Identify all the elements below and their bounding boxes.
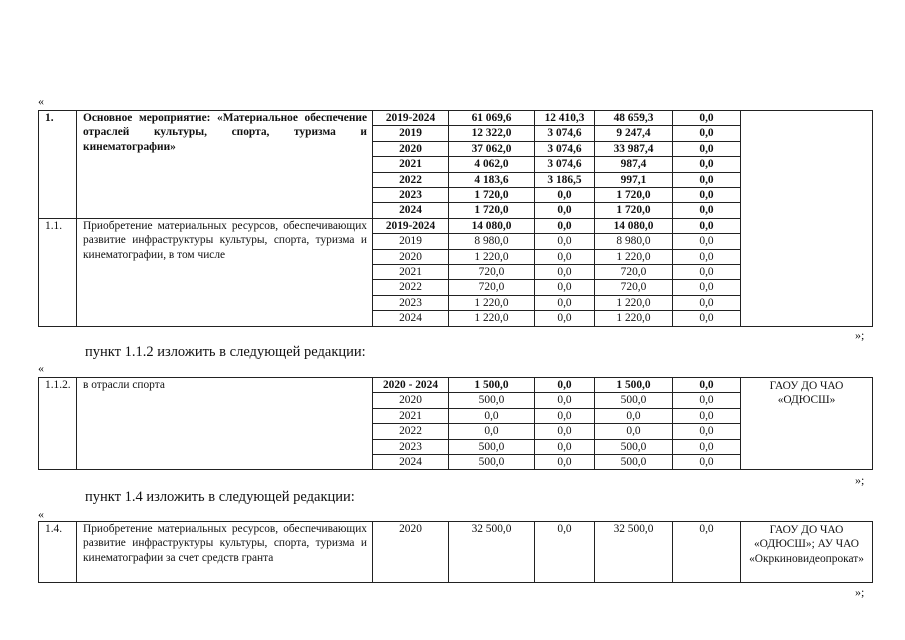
- other-cell: 0,0: [673, 234, 741, 249]
- regional-cell: 1 720,0: [595, 203, 673, 218]
- other-cell: 0,0: [673, 188, 741, 203]
- federal-cell: 0,0: [535, 424, 595, 439]
- other-cell: 0,0: [673, 265, 741, 280]
- regional-cell: 33 987,4: [595, 141, 673, 156]
- regional-cell: 997,1: [595, 172, 673, 187]
- federal-cell: 0,0: [535, 393, 595, 408]
- regional-cell: 48 659,3: [595, 111, 673, 126]
- year-cell: 2024: [373, 311, 449, 326]
- federal-cell: 0,0: [535, 249, 595, 264]
- federal-cell: 0,0: [535, 295, 595, 310]
- federal-cell: 3 074,6: [535, 141, 595, 156]
- total-cell: 720,0: [449, 265, 535, 280]
- total-cell: 1 220,0: [449, 311, 535, 326]
- regional-cell: 1 500,0: [595, 378, 673, 393]
- item-number: 1.: [39, 111, 77, 219]
- federal-cell: 3 074,6: [535, 126, 595, 141]
- close-quote-2: »;: [855, 473, 865, 487]
- table-main-activity: [38, 110, 873, 327]
- other-cell: 0,0: [673, 141, 741, 156]
- regional-cell: 14 080,0: [595, 218, 673, 233]
- responsible-cell: ГАОУ ДО ЧАО «ОДЮСШ»; АУ ЧАО «Окркиновидеопрокат»: [741, 522, 873, 583]
- table-row: [39, 111, 873, 126]
- total-cell: 4 062,0: [449, 157, 535, 172]
- total-cell: 12 322,0: [449, 126, 535, 141]
- total-cell: 61 069,6: [449, 111, 535, 126]
- other-cell: 0,0: [673, 203, 741, 218]
- federal-cell: 0,0: [535, 203, 595, 218]
- item-number: 1.1.: [39, 218, 77, 326]
- other-cell: 0,0: [673, 455, 741, 470]
- total-cell: 37 062,0: [449, 141, 535, 156]
- total-cell: 32 500,0: [449, 522, 535, 583]
- other-cell: 0,0: [673, 111, 741, 126]
- regional-cell: 720,0: [595, 280, 673, 295]
- total-cell: 720,0: [449, 280, 535, 295]
- other-cell: 0,0: [673, 218, 741, 233]
- year-cell: 2020: [373, 522, 449, 583]
- federal-cell: 0,0: [535, 408, 595, 423]
- regional-cell: 8 980,0: [595, 234, 673, 249]
- table-row: [39, 378, 873, 393]
- regional-cell: 32 500,0: [595, 522, 673, 583]
- year-cell: 2023: [373, 295, 449, 310]
- item-description: Основное мероприятие: «Материальное обеспечение отраслей культуры, спорта, туризма и кинематографии»: [77, 111, 373, 219]
- federal-cell: 0,0: [535, 522, 595, 583]
- other-cell: 0,0: [673, 393, 741, 408]
- federal-cell: 3 074,6: [535, 157, 595, 172]
- federal-cell: 0,0: [535, 188, 595, 203]
- regional-cell: 500,0: [595, 439, 673, 454]
- year-cell: 2023: [373, 439, 449, 454]
- total-cell: 4 183,6: [449, 172, 535, 187]
- federal-cell: 3 186,5: [535, 172, 595, 187]
- table-sport: [38, 377, 873, 470]
- close-quote-3: »;: [855, 585, 865, 599]
- other-cell: 0,0: [673, 280, 741, 295]
- regional-cell: 1 220,0: [595, 249, 673, 264]
- item-number: 1.4.: [39, 522, 77, 583]
- year-cell: 2020: [373, 393, 449, 408]
- item-number: 1.1.2.: [39, 378, 77, 470]
- open-quote-1: «: [38, 94, 44, 108]
- total-cell: 500,0: [449, 393, 535, 408]
- other-cell: 0,0: [673, 408, 741, 423]
- regional-cell: 0,0: [595, 424, 673, 439]
- total-cell: 0,0: [449, 424, 535, 439]
- year-cell: 2022: [373, 280, 449, 295]
- item-description: Приобретение материальных ресурсов, обеспечивающих развитие инфраструктуры культуры, спорта, туризма и кинематографии, в том числе: [77, 218, 373, 326]
- regional-cell: 0,0: [595, 408, 673, 423]
- regional-cell: 500,0: [595, 455, 673, 470]
- year-cell: 2021: [373, 265, 449, 280]
- year-cell: 2022: [373, 172, 449, 187]
- federal-cell: 12 410,3: [535, 111, 595, 126]
- total-cell: 1 500,0: [449, 378, 535, 393]
- total-cell: 8 980,0: [449, 234, 535, 249]
- regional-cell: 720,0: [595, 265, 673, 280]
- other-cell: 0,0: [673, 439, 741, 454]
- regional-cell: 1 220,0: [595, 311, 673, 326]
- other-cell: 0,0: [673, 378, 741, 393]
- other-cell: 0,0: [673, 172, 741, 187]
- open-quote-3: «: [38, 507, 44, 521]
- total-cell: 14 080,0: [449, 218, 535, 233]
- year-cell: 2022: [373, 424, 449, 439]
- total-cell: 1 220,0: [449, 295, 535, 310]
- federal-cell: 0,0: [535, 311, 595, 326]
- responsible-cell: [741, 111, 873, 327]
- year-cell: 2019: [373, 234, 449, 249]
- table-grant: [38, 521, 873, 583]
- regional-cell: 1 220,0: [595, 295, 673, 310]
- federal-cell: 0,0: [535, 280, 595, 295]
- other-cell: 0,0: [673, 311, 741, 326]
- open-quote-2: «: [38, 361, 44, 375]
- year-cell: 2019: [373, 126, 449, 141]
- total-cell: 500,0: [449, 455, 535, 470]
- other-cell: 0,0: [673, 424, 741, 439]
- year-cell: 2020: [373, 249, 449, 264]
- other-cell: 0,0: [673, 295, 741, 310]
- year-cell: 2023: [373, 188, 449, 203]
- total-cell: 500,0: [449, 439, 535, 454]
- table-row: [39, 522, 873, 583]
- paragraph-item-1-1-2: пункт 1.1.2 изложить в следующей редакции:: [85, 344, 366, 360]
- year-cell: 2021: [373, 408, 449, 423]
- total-cell: 0,0: [449, 408, 535, 423]
- federal-cell: 0,0: [535, 265, 595, 280]
- year-cell: 2021: [373, 157, 449, 172]
- other-cell: 0,0: [673, 126, 741, 141]
- year-cell: 2024: [373, 203, 449, 218]
- regional-cell: 1 720,0: [595, 188, 673, 203]
- regional-cell: 987,4: [595, 157, 673, 172]
- year-cell: 2019-2024: [373, 218, 449, 233]
- year-cell: 2020: [373, 141, 449, 156]
- federal-cell: 0,0: [535, 378, 595, 393]
- other-cell: 0,0: [673, 249, 741, 264]
- total-cell: 1 720,0: [449, 203, 535, 218]
- year-cell: 2019-2024: [373, 111, 449, 126]
- regional-cell: 500,0: [595, 393, 673, 408]
- item-description: Приобретение материальных ресурсов, обеспечивающих развитие инфраструктуры культуры, спорта, туризма и кинематографии за счет средств гранта: [77, 522, 373, 583]
- other-cell: 0,0: [673, 157, 741, 172]
- responsible-cell: ГАОУ ДО ЧАО «ОДЮСШ»: [741, 378, 873, 470]
- federal-cell: 0,0: [535, 218, 595, 233]
- close-quote-1: »;: [855, 328, 865, 342]
- total-cell: 1 220,0: [449, 249, 535, 264]
- item-description: в отрасли спорта: [77, 378, 373, 470]
- year-cell: 2020 - 2024: [373, 378, 449, 393]
- federal-cell: 0,0: [535, 439, 595, 454]
- paragraph-item-1-4: пункт 1.4 изложить в следующей редакции:: [85, 489, 355, 505]
- total-cell: 1 720,0: [449, 188, 535, 203]
- federal-cell: 0,0: [535, 455, 595, 470]
- year-cell: 2024: [373, 455, 449, 470]
- regional-cell: 9 247,4: [595, 126, 673, 141]
- federal-cell: 0,0: [535, 234, 595, 249]
- other-cell: 0,0: [673, 522, 741, 583]
